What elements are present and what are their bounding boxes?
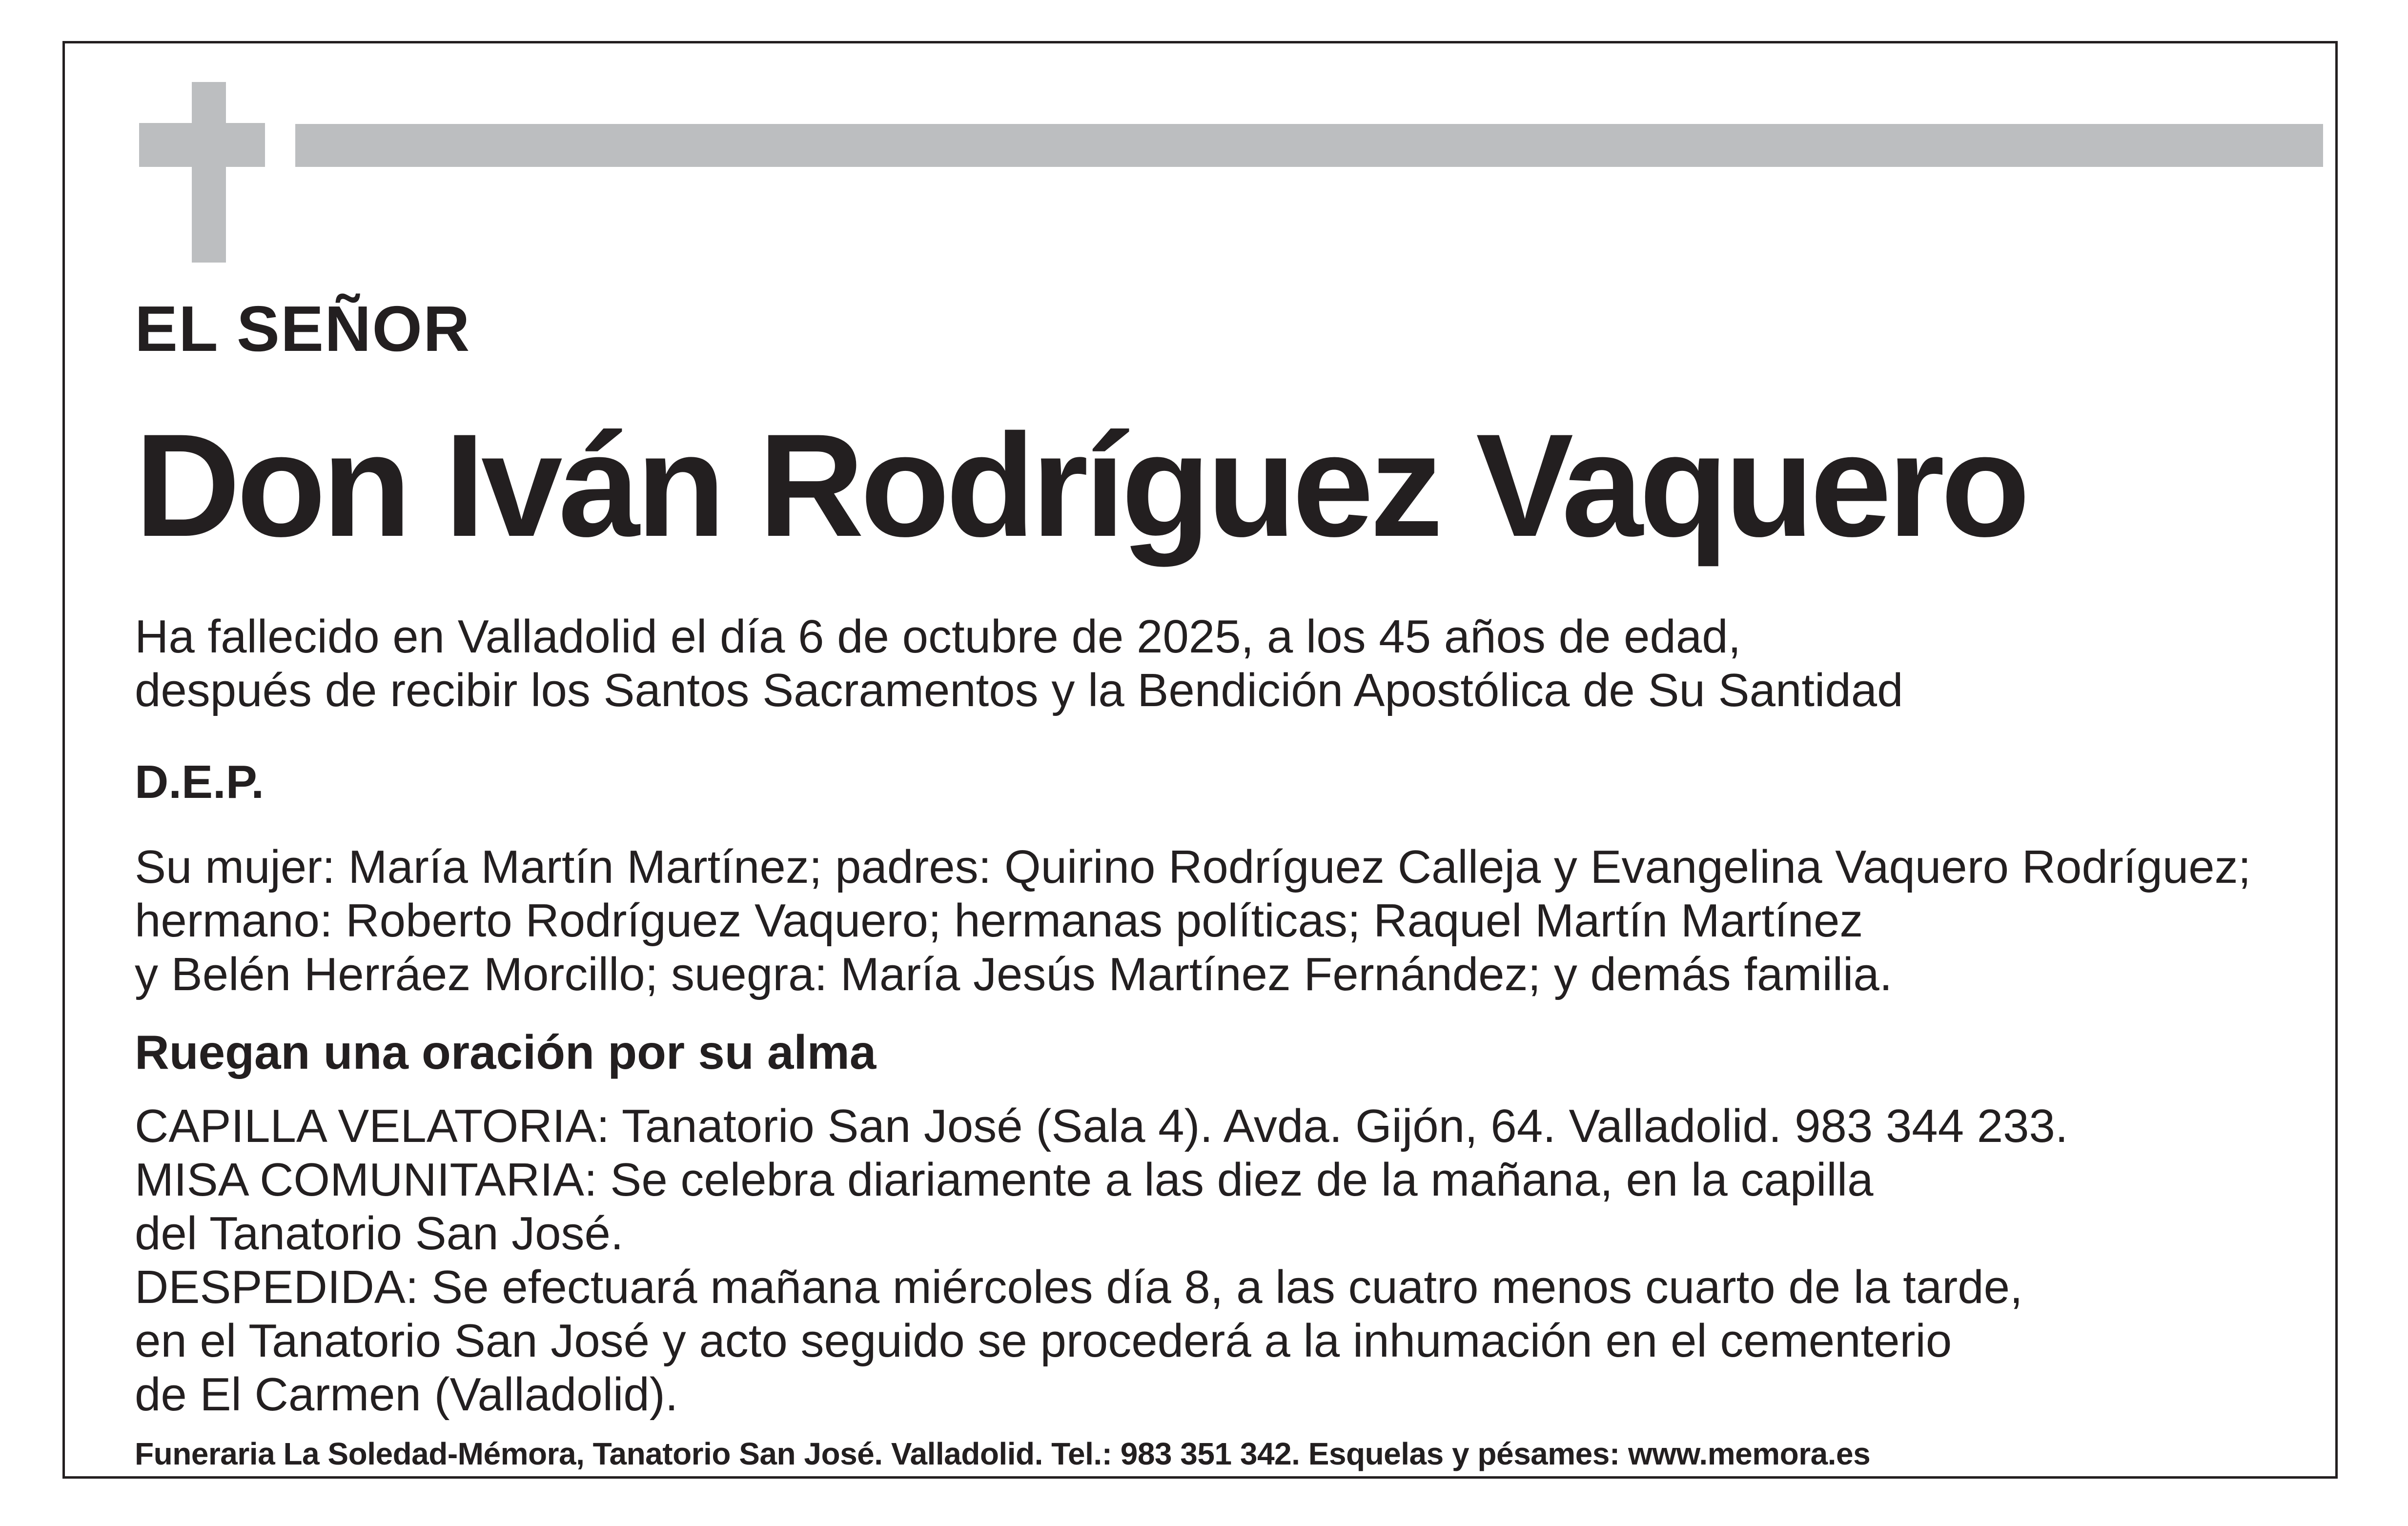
honorific: EL SEÑOR [135, 293, 471, 365]
family-line: hermano: Roberto Rodríguez Vaquero; hermanas políticas; Raquel Martín Martínez [135, 895, 1863, 947]
rip-abbreviation: D.E.P. [135, 756, 265, 808]
prayer-request: Ruegan una oración por su alma [135, 1025, 877, 1079]
service-line: del Tanatorio San José. [135, 1207, 624, 1260]
funeral-home-footer: Funeraria La Soledad-Mémora, Tanatorio San José. Valladolid. Tel.: 983 351 342. Esquelas y pésames: www.memora.es [135, 1436, 1871, 1471]
service-line: de El Carmen (Valladolid). [135, 1368, 678, 1421]
header-rule [295, 124, 2323, 167]
death-announcement [135, 610, 1903, 717]
family-list [135, 840, 2251, 1001]
cross-vertical-bar [192, 82, 226, 263]
service-line: CAPILLA VELATORIA: Tanatorio San José (Sala 4). Avda. Gijón, 64. Valladolid. 983 344 233. [135, 1100, 2068, 1152]
service-line: en el Tanatorio San José y acto seguido se procederá a la inhumación en el cementerio [135, 1315, 1952, 1367]
service-line: DESPEDIDA: Se efectuará mañana miércoles día 8, a las cuatro menos cuarto de la tarde, [135, 1261, 2023, 1313]
announcement-line: después de recibir los Santos Sacramentos y la Bendición Apostólica de Su Santidad [135, 664, 1903, 716]
cross-horizontal-bar [139, 123, 265, 167]
announcement-line: Ha fallecido en Valladolid el día 6 de octubre de 2025, a los 45 años de edad, [135, 610, 1741, 663]
deceased-name: Don Iván Rodríguez Vaquero [135, 403, 2026, 567]
family-line: Su mujer: María Martín Martínez; padres: Quirino Rodríguez Calleja y Evangelina Vaquero Rodríguez; [135, 841, 2251, 893]
service-line: MISA COMUNITARIA: Se celebra diariamente a las diez de la mañana, en la capilla [135, 1154, 1874, 1206]
service-details [135, 1099, 2068, 1422]
family-line: y Belén Herráez Morcillo; suegra: María Jesús Martínez Fernández; y demás familia. [135, 948, 1893, 1000]
